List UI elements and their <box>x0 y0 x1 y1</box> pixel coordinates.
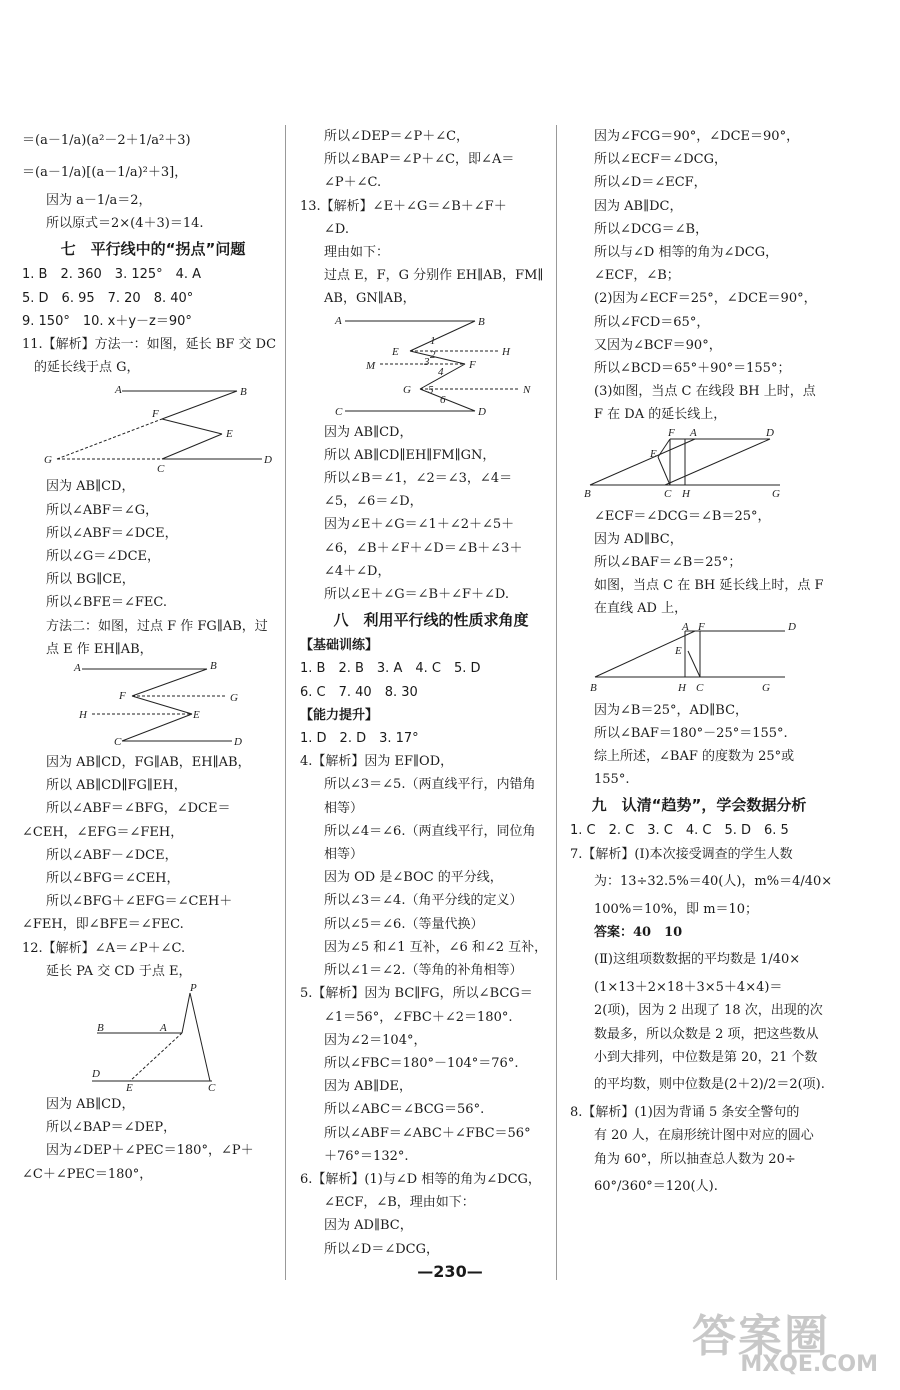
text-line: 所以∠ECF＝∠DCG， <box>594 152 727 168</box>
text-line: 所以∠B＝∠1，∠2＝∠3，∠4＝ <box>324 471 513 487</box>
figure-11b <box>22 661 284 751</box>
svg-text:C: C <box>208 1082 216 1094</box>
text-line: 所以∠1＝∠2.（等角的补角相等） <box>324 963 523 979</box>
text-line: 所以∠BAP＝∠DEP， <box>46 1120 177 1136</box>
text-line: ∠5，∠6＝∠D， <box>324 494 423 510</box>
text-line: ＝(a－1/a)[(a－1/a)²＋3]， <box>22 165 188 180</box>
text-line: 所以∠G＝∠DCE， <box>46 549 161 565</box>
question-5: 5.【解析】因为 BC∥FG，所以∠BCG＝ <box>300 986 533 1002</box>
text-line: 的平均数，则中位数是(2＋2)/2＝2(项). <box>594 1077 825 1093</box>
text-line: ∠ECF＝∠DCG＝∠B＝25°， <box>594 508 771 524</box>
svg-text:1: 1 <box>430 334 436 347</box>
text-line: 所以∠3＝∠5.（两直线平行，内错角 <box>324 777 536 793</box>
text-line: 所以∠BFE＝∠FEC. <box>46 595 167 611</box>
svg-text:C: C <box>157 463 165 476</box>
page-number: —230— <box>417 1262 483 1281</box>
svg-text:D: D <box>766 426 774 439</box>
text-line: 所以∠FCD＝65°， <box>594 314 710 330</box>
svg-text:C: C <box>696 681 704 694</box>
text-line: 数最多，所以众数是 2 项，把这些数从 <box>594 1026 819 1042</box>
sub-heading: 【基础训练】 <box>300 638 379 654</box>
answer-line: 9. 150° 10. x＋y－z＝90° <box>22 313 192 329</box>
text-line: 又因为∠BCF＝90°， <box>594 337 722 353</box>
question-11: 11.【解析】方法一：如图，延长 BF 交 DC <box>22 337 277 353</box>
text-line: 因为∠FCG＝90°，∠DCE＝90°， <box>594 129 800 144</box>
svg-text:G: G <box>762 681 770 694</box>
section-title-8: 八 利用平行线的性质求角度 <box>333 611 529 630</box>
svg-text:N: N <box>523 383 531 396</box>
text-line: ∠FEH，即∠BFE＝∠FEC. <box>22 917 184 933</box>
svg-text:D: D <box>92 1068 100 1081</box>
svg-text:B: B <box>97 1022 104 1035</box>
svg-text:G: G <box>44 454 52 467</box>
sub-heading: 【能力提升】 <box>300 707 379 723</box>
text-line: 所以∠BCD＝65°＋90°＝155°； <box>594 361 791 377</box>
text-line: AB，GN∥AB， <box>324 291 416 307</box>
text-line: 相等） <box>324 800 364 816</box>
svg-text:6: 6 <box>440 393 446 406</box>
svg-text:M: M <box>366 359 376 372</box>
text-line: 小到大排列，中位数是第 20，21 个数 <box>594 1049 818 1065</box>
svg-text:E: E <box>675 644 682 657</box>
text-line: 综上所述，∠BAF 的度数为 25°或 <box>594 749 795 765</box>
svg-text:B: B <box>240 386 247 399</box>
svg-text:A: A <box>682 620 689 633</box>
answer-line: 6. C 7. 40 8. 30 <box>300 684 418 700</box>
svg-text:H: H <box>502 345 510 358</box>
question-7: 7.【解析】(Ⅰ)本次接受调查的学生人数 <box>570 846 793 862</box>
text-line: (3)如图，当点 C 在线段 BH 上时，点 <box>594 384 816 400</box>
text-line: 所以原式＝2×(4＋3)＝14. <box>46 216 204 232</box>
column-2 <box>300 125 562 1261</box>
text-line: 如图，当点 C 在 BH 延长线上时，点 F <box>594 578 824 594</box>
text-line: 因为 AB∥CD，FG∥AB，EH∥AB， <box>46 755 251 771</box>
text-line: 因为∠2＝104°， <box>324 1032 427 1048</box>
svg-text:2: 2 <box>430 348 436 361</box>
svg-text:C: C <box>114 736 122 749</box>
text-line: 延长 PA 交 CD 于点 E， <box>46 963 192 979</box>
text-line: 角为 60°，所以抽查总人数为 20÷ <box>594 1151 796 1167</box>
text-line: 因为 AD∥BC， <box>594 531 683 547</box>
svg-text:D: D <box>788 620 796 633</box>
svg-text:F: F <box>119 690 126 703</box>
svg-text:A: A <box>74 662 81 675</box>
text-line: 2(项)，因为 2 出现了 18 次，出现的次 <box>594 1003 823 1019</box>
text-line: 所以∠3＝∠4.（角平分线的定义） <box>324 893 523 909</box>
svg-text:D: D <box>478 405 486 418</box>
svg-text:A: A <box>115 384 122 397</box>
text-line: 因为 AB∥DE， <box>324 1079 412 1095</box>
svg-text:F: F <box>668 426 675 439</box>
answer-line: 5. D 6. 95 7. 20 8. 40° <box>22 290 194 306</box>
svg-text:E: E <box>226 428 233 441</box>
text-line: ∠D. <box>324 221 349 237</box>
text-line: 因为∠E＋∠G＝∠1＋∠2＋∠5＋ <box>324 517 515 533</box>
svg-text:C: C <box>335 405 343 418</box>
text-line: ∠C＋∠PEC＝180°， <box>22 1166 153 1182</box>
figure-6a <box>570 427 828 505</box>
svg-text:F: F <box>152 408 159 421</box>
svg-text:G: G <box>403 383 411 396</box>
answer-line: 1. B 2. B 3. A 4. C 5. D <box>300 661 481 677</box>
text-line: ∠ECF，∠B； <box>594 268 680 284</box>
text-line: 所以∠D＝∠DCG， <box>324 1241 439 1257</box>
column-1 <box>22 125 284 1186</box>
figure-11a <box>22 379 284 475</box>
svg-text:B: B <box>590 681 597 694</box>
text-line: 因为∠5 和∠1 互补，∠6 和∠2 互补， <box>324 939 548 955</box>
svg-text:G: G <box>230 692 238 705</box>
text-line: ∠6，∠B＋∠F＋∠D＝∠B＋∠3＋ <box>324 540 523 556</box>
text-line: 所以 AB∥CD∥EH∥FM∥GN， <box>324 447 496 463</box>
text-line: (Ⅱ)这组项数数据的平均数是 1/40× <box>594 952 801 968</box>
text-line: 因为 OD 是∠BOC 的平分线， <box>324 870 503 886</box>
text-line: 所以∠BAF＝∠B＝25°； <box>594 555 742 571</box>
section-title-9: 九 认清“趋势”，学会数据分析 <box>591 796 807 815</box>
text-line: F 在 DA 的延长线上， <box>594 407 727 423</box>
text-line: 所以∠ABF＝∠DCE， <box>46 525 178 541</box>
svg-text:3: 3 <box>424 355 430 368</box>
svg-text:A: A <box>690 426 697 439</box>
text-line: 所以∠ABF－∠DCE， <box>46 847 178 863</box>
question-12: 12.【解析】∠A＝∠P＋∠C. <box>22 940 186 956</box>
svg-text:H: H <box>678 681 686 694</box>
text-line: 所以∠BFG＋∠EFG＝∠CEH＋ <box>46 894 233 910</box>
svg-text:E: E <box>126 1082 133 1094</box>
text-line: 因为 a－1/a＝2， <box>46 193 152 208</box>
svg-text:4: 4 <box>438 365 444 378</box>
text-line: 在直线 AD 上， <box>594 601 688 617</box>
svg-text:H: H <box>79 709 87 722</box>
text-line: ∠CEH，∠EFG＝∠FEH， <box>22 824 184 840</box>
svg-text:5: 5 <box>428 383 434 396</box>
column-3 <box>570 125 833 1203</box>
watermark-logo <box>692 1300 882 1380</box>
question-4: 4.【解析】因为 EF∥OD， <box>300 754 454 770</box>
text-line: 所以∠ABF＝∠G， <box>46 502 159 518</box>
svg-text:P: P <box>190 983 197 995</box>
text-line: ∠ECF，∠B，理由如下： <box>324 1195 475 1211</box>
text-line: ∠P＋∠C. <box>324 175 382 191</box>
svg-text:B: B <box>478 315 485 328</box>
question-13: 13.【解析】∠E＋∠G＝∠B＋∠F＋ <box>300 198 507 214</box>
svg-text:F: F <box>469 358 476 371</box>
text-line: 60°/360°＝120(人). <box>594 1178 718 1194</box>
question-8: 8.【解析】(1)因为背诵 5 条安全警句的 <box>570 1105 800 1121</box>
svg-text:E: E <box>193 709 200 722</box>
text-line: 所以∠ABC＝∠BCG＝56°. <box>324 1102 485 1118</box>
text-line: 的延长线于点 G， <box>34 360 140 376</box>
text-line: ∠4＋∠D， <box>324 563 391 579</box>
text-line: 有 20 人，在扇形统计图中对应的圆心 <box>594 1128 814 1144</box>
text-line: 因为 AD∥BC， <box>324 1218 413 1234</box>
text-line: 所以∠DEP＝∠P＋∠C， <box>324 129 470 144</box>
svg-text:A: A <box>160 1022 167 1035</box>
answer-line: 1. B 2. 360 3. 125° 4. A <box>22 267 202 283</box>
text-line: 方法二：如图，过点 F 作 FG∥AB，过 <box>46 618 268 634</box>
watermark-url: MXQE.COM <box>740 1352 878 1377</box>
text-line: ∠1＝56°，∠FBC＋∠2＝180°. <box>324 1009 513 1025</box>
text-line: 所以∠5＝∠6.（等量代换） <box>324 916 484 932</box>
text-line: 点 E 作 EH∥AB， <box>46 641 153 657</box>
figure-12 <box>22 983 284 1093</box>
section-title-7: 七 平行线中的“拐点”问题 <box>60 240 246 259</box>
text-line: 所以∠FBC＝180°－104°＝76°. <box>324 1055 519 1071</box>
text-line: 因为 AB∥CD， <box>46 1097 135 1113</box>
text-line: 所以与∠D 相等的角为∠DCG， <box>594 245 779 261</box>
text-line: 因为 AB∥CD， <box>46 479 135 495</box>
text-line: 所以∠DCG＝∠B， <box>594 221 709 237</box>
answer-line: 1. D 2. D 3. 17° <box>300 731 419 747</box>
text-line: 所以 BG∥CE， <box>46 572 135 588</box>
text-line: 所以∠ABF＝∠ABC＋∠FBC＝56° <box>324 1125 531 1141</box>
svg-text:E: E <box>650 447 657 460</box>
svg-text:A: A <box>335 314 342 327</box>
svg-text:G: G <box>772 487 780 500</box>
svg-text:D: D <box>234 736 242 749</box>
figure-13 <box>300 311 562 421</box>
text-line: 因为∠DEP＋∠PEC＝180°，∠P＋ <box>46 1143 254 1159</box>
text-line: 因为 AB∥DC， <box>594 198 683 214</box>
svg-text:H: H <box>682 487 690 500</box>
text-line: 所以∠BFG＝∠CEH， <box>46 871 180 887</box>
figure-6b <box>570 621 828 699</box>
svg-text:F: F <box>698 620 705 633</box>
svg-text:E: E <box>392 345 399 358</box>
text-line: 为：13÷32.5%＝40(人)，m%＝4/40× <box>594 873 833 889</box>
text-line: (2)因为∠ECF＝25°，∠DCE＝90°， <box>594 291 817 307</box>
svg-text:B: B <box>210 661 217 673</box>
answer-line: 1. C 2. C 3. C 4. C 5. D 6. 5 <box>570 823 789 839</box>
text-line: 155°. <box>594 772 630 788</box>
text-line: 过点 E，F，G 分别作 EH∥AB，FM∥ <box>324 268 544 284</box>
text-line: 所以∠BAP＝∠P＋∠C，即∠A＝ <box>324 152 515 168</box>
question-6: 6.【解析】(1)与∠D 相等的角为∠DCG， <box>300 1171 541 1187</box>
text-line: 相等） <box>324 847 364 863</box>
text-line: (1×13＋2×18＋3×5＋4×4)＝ <box>594 980 783 996</box>
text-line: 所以∠4＝∠6.（两直线平行，同位角 <box>324 823 536 839</box>
text-line: ＝(a－1/a)(a²－2＋1/a²＋3) <box>22 133 191 148</box>
text-line: 理由如下： <box>324 245 390 261</box>
answer-label: 答案：40 10 <box>594 925 683 941</box>
text-line: 100%＝10%，即 m＝10； <box>594 901 759 917</box>
text-line: 因为 AB∥CD， <box>324 424 413 440</box>
text-line: 所以∠ABF＝∠BFG，∠DCE＝ <box>46 801 231 817</box>
text-line: 所以 AB∥CD∥FG∥EH， <box>46 778 187 794</box>
text-line: 所以∠E＋∠G＝∠B＋∠F＋∠D. <box>324 587 510 603</box>
svg-text:C: C <box>664 487 672 500</box>
text-line: 因为∠B＝25°，AD∥BC， <box>594 702 749 718</box>
svg-text:B: B <box>584 487 591 500</box>
text-line: 所以∠D＝∠ECF， <box>594 175 707 191</box>
text-line: 所以∠BAF＝180°－25°＝155°. <box>594 725 788 741</box>
watermark-text: 答案圈 <box>692 1311 830 1362</box>
svg-text:D: D <box>264 454 272 467</box>
text-line: ＋76°＝132°. <box>324 1148 409 1164</box>
